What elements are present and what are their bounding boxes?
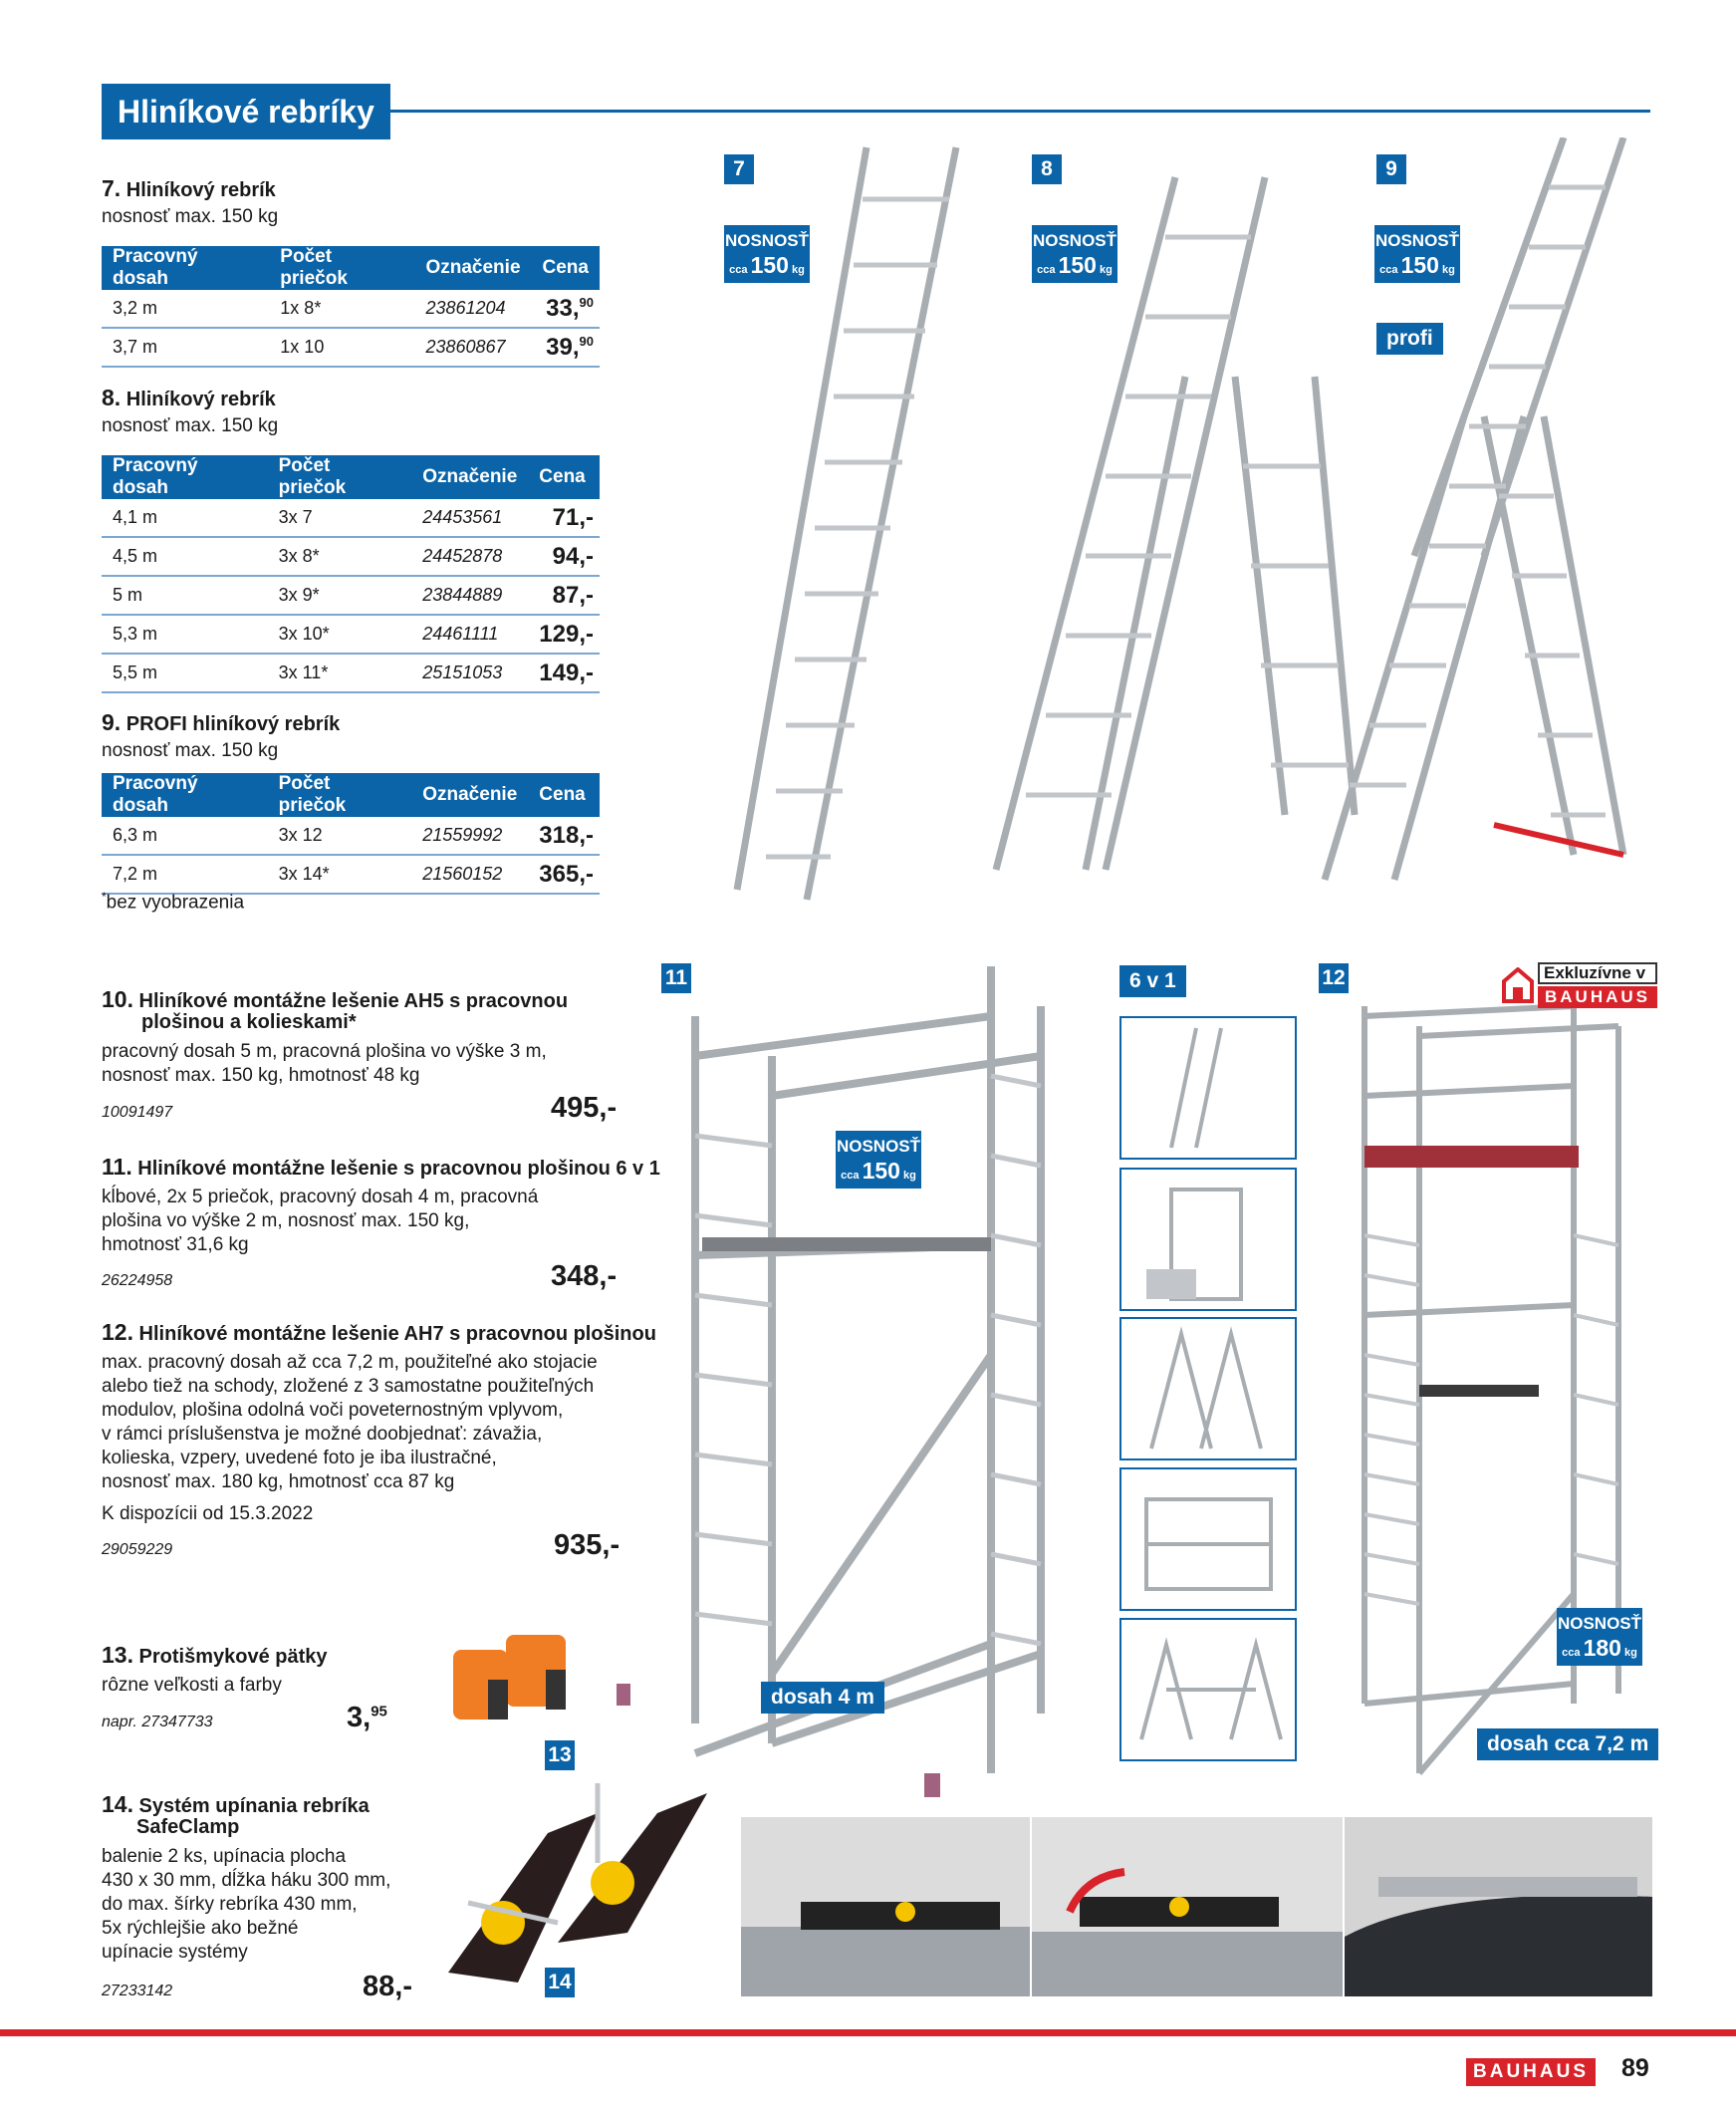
exclusive-badge: Exkluzívne v BAUHAUS <box>1502 962 1657 1008</box>
product-8-table: Pracovný dosah Počet priečok Označenie Cena 4,1 m 3x 7 24453561 71,- 4,5 m 3x 8* 24452878 94,- 5 m 3x 9* 23844889 87,- 5,3 m 3x 10* 24461111 129,- 5,5 m 3x 11* 25151053 149,- <box>102 455 600 693</box>
product-13-price: 3,95 <box>347 1702 387 1733</box>
ladder-9-image <box>1325 137 1623 880</box>
capacity-badge-11: NOSNOSŤ cca 150 kg <box>836 1131 921 1189</box>
product-14-title-line2: SafeClamp <box>136 1816 240 1838</box>
reach-tag-11: dosah 4 m <box>761 1682 884 1714</box>
table-row: 4,1 m 3x 7 24453561 71,- <box>102 499 600 537</box>
product-12-availability: K dispozícii od 15.3.2022 <box>102 1503 314 1524</box>
table-row: 7,2 m 3x 14* 21560152 365,- <box>102 855 600 894</box>
product-14-desc: balenie 2 ks, upínacia plocha 430 x 30 mm, dĺžka háku 300 mm, do max. šírky rebríka 430 mm, 5x rýchlejšie ako bežné upínacie systémy <box>102 1846 391 1963</box>
product-10-desc: pracovný dosah 5 m, pracovná plošina vo výške 3 m, nosnosť max. 150 kg, hmotnosť 48 kg <box>102 1041 547 1086</box>
product-10-price: 495,- <box>551 1092 618 1124</box>
badge-6v1: 6 v 1 <box>1119 965 1186 997</box>
product-11-price: 348,- <box>551 1260 618 1292</box>
table-row: 4,5 m 3x 8* 24452878 94,- <box>102 537 600 576</box>
table-row: 6,3 m 3x 12 21559992 318,- <box>102 817 600 855</box>
product-9-title: 9. PROFI hliníkový rebrík <box>102 709 341 735</box>
product-9-subtitle: nosnosť max. 150 kg <box>102 740 279 761</box>
product-11-title: 11. Hliníkové montážne lešenie s pracovnou plošinou 6 v 1 <box>102 1154 660 1180</box>
capacity-badge-12: NOSNOSŤ cca 180 kg <box>1557 1608 1642 1666</box>
product-12-title: 12. Hliníkové montážne lešenie AH7 s pracovnou plošinou <box>102 1319 656 1345</box>
badge-14: 14 <box>545 1968 575 1997</box>
product-10-code: 10091497 <box>102 1104 173 1121</box>
product-8-title: 8. Hliníkový rebrík <box>102 385 276 410</box>
badge-8: 8 <box>1032 154 1062 184</box>
bauhaus-house-icon <box>1502 967 1534 1003</box>
product-12-desc: max. pracovný dosah až cca 7,2 m, použiteľné ako stojacie alebo tiež na schody, zložené z 3 samostatne použiteľných modulov, plošina odolná voči poveternostným vplyvom, v rámci príslušenstva je možné doobjednať: závažia, kolieska, vzpery, uvedené foto je iba ilustračné, nosnosť max. 180 kg, hmotnosť cca 87 kg <box>102 1352 598 1492</box>
product-14-title: 14. Systém upínania rebríka <box>102 1791 370 1817</box>
antislip-feet-image <box>448 1630 578 1729</box>
product-12-code: 29059229 <box>102 1541 173 1558</box>
page-title: Hliníkové rebríky <box>102 84 390 139</box>
footnote: *bez vyobrazenia <box>102 890 245 914</box>
badge-7: 7 <box>724 154 754 184</box>
reach-tag-12: dosah cca 7,2 m <box>1477 1728 1658 1760</box>
table-row: 3,7 m 1x 10 23860867 39,90 <box>102 328 600 367</box>
product-11-desc: kĺbové, 2x 5 priečok, pracovný dosah 4 m, pracovná plošina vo výške 2 m, nosnosť max. 150 kg, hmotnosť 31,6 kg <box>102 1187 539 1255</box>
product-10-title-line2: plošinou a kolieskami* <box>141 1011 357 1033</box>
safeclamp-photos <box>741 1817 1652 1996</box>
thumb-workbench <box>1119 1467 1297 1611</box>
product-13-code: napr. 27347733 <box>102 1714 213 1730</box>
product-7-subtitle: nosnosť max. 150 kg <box>102 206 279 227</box>
capacity-badge-7: NOSNOSŤ cca 150 kg <box>724 225 810 283</box>
product-9-table: Pracovný dosah Počet priečok Označenie Cena 6,3 m 3x 12 21559992 318,- 7,2 m 3x 14* 21560152 365,- <box>102 773 600 895</box>
table-row: 3,2 m 1x 8* 23861204 33,90 <box>102 290 600 328</box>
product-14-price: 88,- <box>363 1971 412 2002</box>
product-13-title: 13. Protišmykové pätky <box>102 1642 328 1668</box>
product-10-title: 10. Hliníkové montážne lešenie AH5 s pracovnou <box>102 986 569 1012</box>
product-11-code: 26224958 <box>102 1272 173 1289</box>
footer-rule <box>0 2029 1736 2036</box>
product-14-code: 27233142 <box>102 1983 173 1999</box>
thumb-a-frame <box>1119 1317 1297 1460</box>
scaffold-12-image <box>1345 986 1673 1803</box>
capacity-badge-8: NOSNOSŤ cca 150 kg <box>1032 225 1117 283</box>
product-7-title: 7. Hliníkový rebrík <box>102 175 276 201</box>
thumb-bridge <box>1119 1618 1297 1761</box>
badge-12: 12 <box>1319 963 1349 993</box>
product-7-table: Pracovný dosah Počet priečok Označenie Cena 3,2 m 1x 8* 23861204 33,90 3,7 m 1x 10 23860867 39,90 <box>102 246 600 368</box>
product-13-desc: rôzne veľkosti a farby <box>102 1675 282 1696</box>
profi-tag: profi <box>1376 323 1443 355</box>
badge-13: 13 <box>545 1740 575 1770</box>
footer-bauhaus-logo: BAUHAUS <box>1466 2058 1596 2086</box>
table-row: 5 m 3x 9* 23844889 87,- <box>102 576 600 615</box>
product-12-price: 935,- <box>554 1529 620 1561</box>
thumb-scaffold <box>1119 1168 1297 1311</box>
table-row: 5,3 m 3x 10* 24461111 129,- <box>102 615 600 654</box>
product-8-subtitle: nosnosť max. 150 kg <box>102 415 279 436</box>
header-rule <box>379 110 1650 113</box>
badge-9: 9 <box>1376 154 1406 184</box>
badge-11: 11 <box>661 963 691 993</box>
table-row: 5,5 m 3x 11* 25151053 149,- <box>102 654 600 692</box>
page-number: 89 <box>1621 2054 1649 2082</box>
thumb-ladder <box>1119 1016 1297 1160</box>
capacity-badge-9: NOSNOSŤ cca 150 kg <box>1374 225 1460 283</box>
ladder-illustrations <box>697 137 1673 915</box>
